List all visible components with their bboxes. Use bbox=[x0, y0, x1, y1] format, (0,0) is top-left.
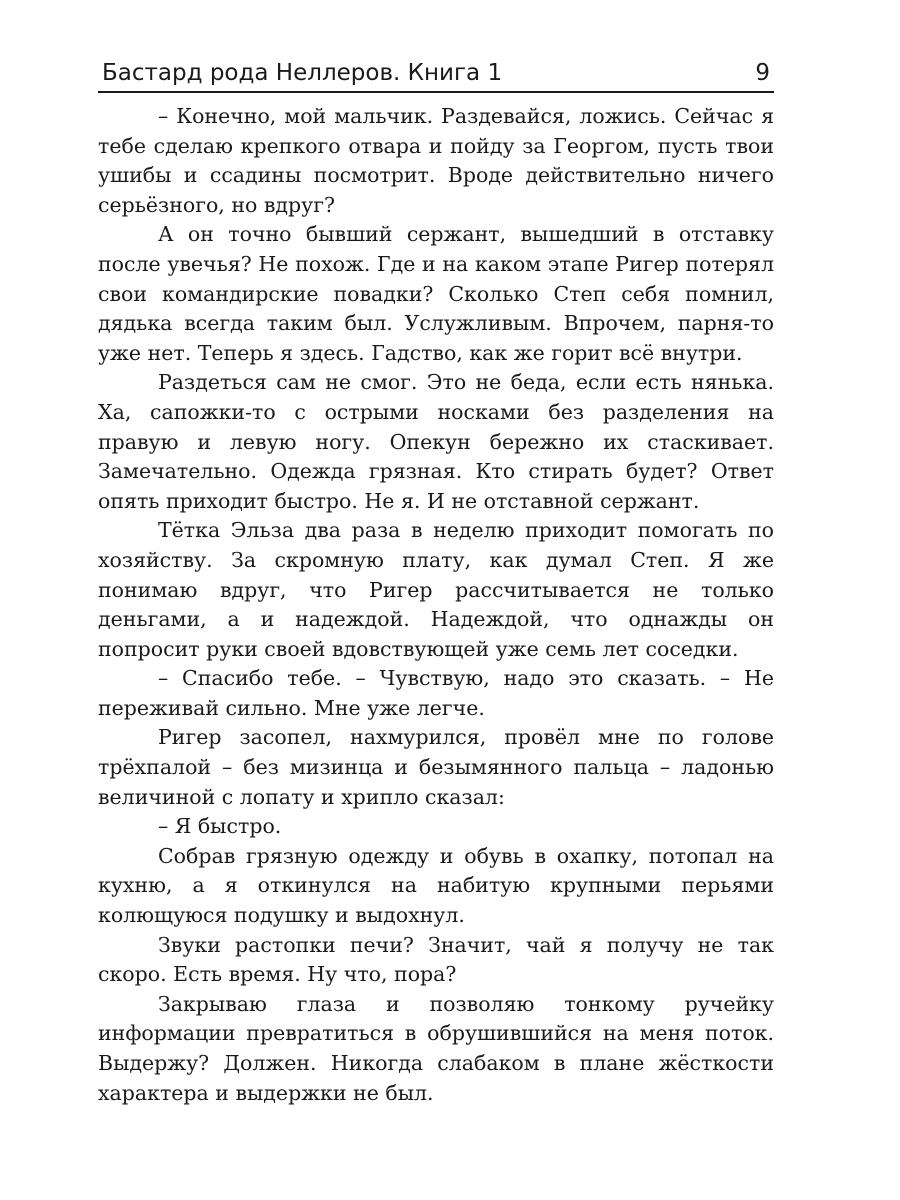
paragraph: – Я быстро. bbox=[158, 814, 282, 839]
body-text bbox=[98, 102, 774, 1108]
paragraph: Собрав грязную одежду и обувь в охапку, потопал на кухню, а я откинулся на набитую крупными перьями колющуюся подушку и выдохнул. bbox=[98, 843, 774, 928]
paragraph: Ригер засопел, нахмурился, провёл мне по голове трёхпалой – без мизинца и безымянного пальца – ладонью величиной с лопату и хрипло сказал: bbox=[98, 725, 774, 809]
paragraph: Раздеться сам не смог. Это не беда, если есть нянька. Ха, сапожки-то с острыми носками без разделения на правую и левую ногу. Опекун бережно их стаскивает. Замечательно. Одежда грязная. Кто стирать будет? Ответ опять приходит быстро. Не я. И не отставной сержант. bbox=[98, 370, 774, 513]
paragraph: – Конечно, мой мальчик. Раздевайся, ложись. Сейчас я тебе сделаю крепкого отвара и пойду за Георгом, пусть твои ушибы и ссадины посмотрит. Вроде действительно ничего серьёзного, но вдруг? bbox=[98, 104, 774, 217]
paragraph: Закрываю глаза и позволяю тонкому ручейку информации превратиться в обрушившийся на меня поток. Выдержу? Должен. Никогда слабаком в плане жёсткости характера и выдержки не был. bbox=[98, 991, 774, 1105]
book-page bbox=[98, 58, 774, 1108]
paragraph: Тётка Эльза два раза в неделю приходит помогать по хозяйству. За скромную плату, как думал Степ. Я же понимаю вдруг, что Ригер рассчитывается не только деньгами, а и надеждой. Надеждой, что однажды он попросит руки своей вдовствующей уже семь лет соседки. bbox=[98, 518, 774, 661]
running-header bbox=[98, 58, 774, 88]
book-title: Бастард рода Неллеров. Книга 1 bbox=[102, 60, 503, 86]
header-rule bbox=[98, 91, 774, 93]
paragraph: – Спасибо тебе. – Чувствую, надо это сказать. – Не переживай сильно. Мне уже легче. bbox=[98, 666, 774, 720]
page-number: 9 bbox=[755, 60, 770, 86]
paragraph: А он точно бывший сержант, вышедший в отставку после увечья? Не похож. Где и на каком этапе Ригер потерял свои командирские повадки? Сколько Степ себя помнил, дядька всегда таким был. Услужливым. Впрочем, парня-то уже нет. Теперь я здесь. Гадство, как же горит всё внутри. bbox=[98, 222, 774, 365]
paragraph: Звуки растопки печи? Значит, чай я получу не так скоро. Есть время. Ну что, пора? bbox=[98, 932, 774, 987]
